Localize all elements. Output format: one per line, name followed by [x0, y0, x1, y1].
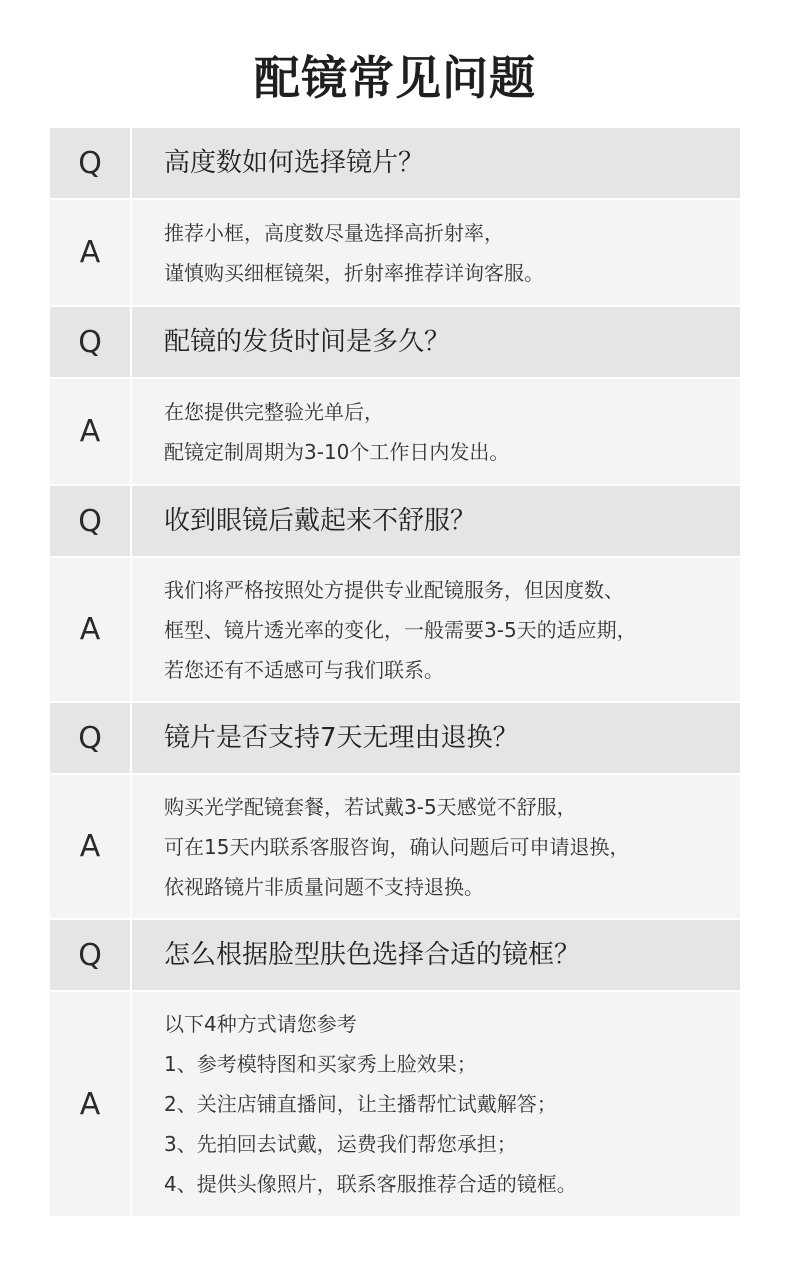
- answer-line: 购买光学配镜套餐，若试戴3-5天感觉不舒服，: [164, 794, 577, 819]
- answer-line: 4、提供头像照片，联系客服推荐合适的镜框。: [164, 1172, 577, 1196]
- answer-line: 依视路镜片非质量问题不支持退换。: [164, 874, 484, 899]
- question-cell: [132, 920, 740, 990]
- answer-line: 可在15天内联系客服咨询，确认问题后可申请退换，: [164, 834, 630, 859]
- answer-cell: [132, 200, 740, 305]
- answer-marker: A: [50, 558, 132, 701]
- question-row: [50, 128, 740, 200]
- answer-row: [50, 200, 740, 307]
- answer-row: [50, 379, 740, 486]
- answer-line: 3、先拍回去试戴，运费我们帮您承担；: [164, 1132, 517, 1156]
- answer-marker: A: [50, 775, 132, 918]
- question-cell: [132, 703, 740, 773]
- answer-line: 我们将严格按照处方提供专业配镜服务，但因度数、: [164, 577, 624, 602]
- answer-line: 以下4种方式请您参考: [164, 1012, 357, 1036]
- answer-cell: [132, 558, 740, 701]
- answer-line: 谨慎购买细框镜架，折射率推荐详询客服。: [164, 260, 544, 285]
- question-text: 镜片是否支持7天无理由退换？: [164, 723, 519, 753]
- answer-line: 框型、镜片透光率的变化，一般需要3-5天的适应期，: [164, 617, 637, 642]
- answer-line: 若您还有不适感可与我们联系。: [164, 657, 444, 682]
- question-text: 收到眼镜后戴起来不舒服？: [164, 506, 477, 536]
- answer-marker: A: [50, 379, 132, 484]
- question-row: [50, 307, 740, 379]
- question-text: 怎么根据脸型肤色选择合适的镜框？: [164, 940, 581, 970]
- question-cell: [132, 307, 740, 377]
- question-marker: Q: [50, 703, 132, 773]
- faq-table: [50, 128, 740, 1218]
- question-row: [50, 920, 740, 992]
- question-cell: [132, 486, 740, 556]
- question-marker: Q: [50, 307, 132, 377]
- answer-cell: [132, 379, 740, 484]
- answer-line: 2、关注店铺直播间，让主播帮忙试戴解答；: [164, 1092, 557, 1116]
- answer-row: [50, 558, 740, 703]
- question-marker: Q: [50, 128, 132, 198]
- answer-cell: [132, 775, 740, 918]
- answer-line: 推荐小框，高度数尽量选择高折射率，: [164, 220, 504, 245]
- page-title: 配镜常见问题: [254, 51, 536, 105]
- answer-line: 在您提供完整验光单后，: [164, 399, 384, 424]
- answer-row: [50, 992, 740, 1218]
- question-text: 配镜的发货时间是多久？: [164, 327, 451, 357]
- answer-line: 1、参考模特图和买家秀上脸效果；: [164, 1052, 477, 1076]
- question-text: 高度数如何选择镜片？: [164, 148, 425, 178]
- answer-line: 配镜定制周期为3-10个工作日内发出。: [164, 439, 510, 464]
- answer-row: [50, 775, 740, 920]
- answer-marker: A: [50, 200, 132, 305]
- question-row: [50, 486, 740, 558]
- question-marker: Q: [50, 486, 132, 556]
- answer-cell: [132, 992, 740, 1216]
- answer-marker: A: [50, 992, 132, 1216]
- question-cell: [132, 128, 740, 198]
- question-marker: Q: [50, 920, 132, 990]
- question-row: [50, 703, 740, 775]
